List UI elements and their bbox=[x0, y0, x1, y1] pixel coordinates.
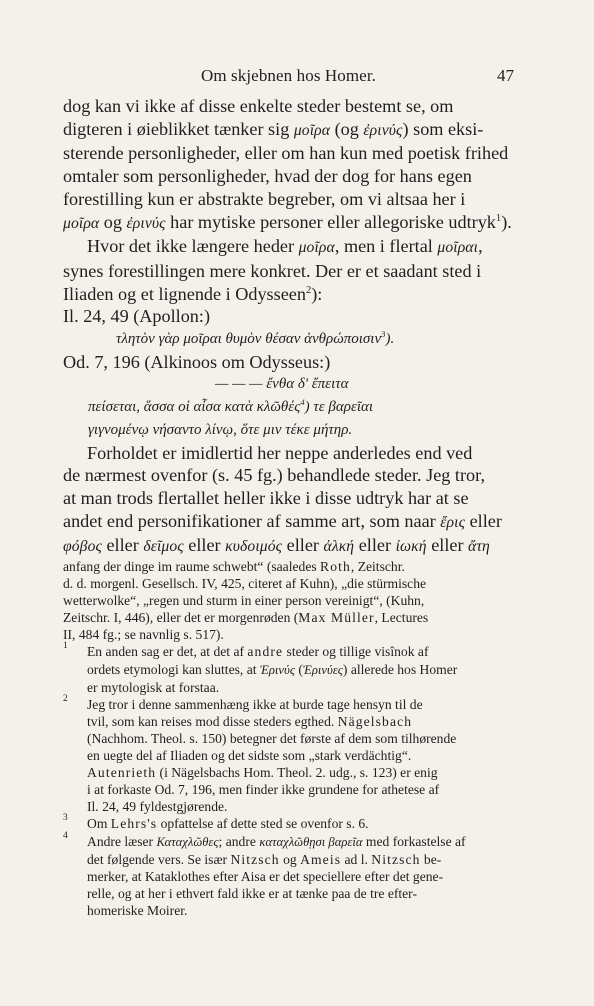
running-title: Om skjebnen hos Homer. bbox=[200, 66, 376, 85]
footnote-marker: 1 bbox=[63, 641, 68, 652]
footnote-2: 2 Jeg tror i denne sammenhæng ikke at burde tage hensyn til de tvil, som kan reises mod disse steders egthed. Nägelsbach (Nachhom. Theol. s. 150) betegner det første af dem som tilhørende en uegte del af Iliaden og det sidste som „stark verdächtig“. Autenrieth (i Nägelsbachs Hom. Theol. 2. udg., s. 123) er enig i at forkaste Od. 7, 196, men finder ikke grundene for athetese af Il. 24, 49 fyldestgjørende. bbox=[63, 696, 514, 816]
odyssey-quote-line-3: γιγνομένῳ νήσαντο λίνῳ, ὅτε μιν τέκε μήτηρ. bbox=[88, 421, 353, 438]
running-header bbox=[63, 64, 514, 88]
footnote-ref: 4 bbox=[300, 397, 305, 408]
odyssey-quote-line-2: πείσεται, ἅσσα οἱ αἶσα κατὰ κλῶθές$^4$) τε βαρεῖαι bbox=[88, 397, 374, 416]
iliad-quote: τλητὸν γὰρ μοῖραι θυμὸν θέσαν ἀνθρώποισιν$^3$). bbox=[116, 329, 395, 348]
odyssey-reference: Od. 7, 196 (Alkinoos om Odysseus:) bbox=[63, 351, 331, 372]
greek-term: δεῖμος bbox=[143, 538, 184, 556]
greek-term: μοῖρα bbox=[298, 239, 335, 257]
footnote-1: 1 En anden sag er det, at det af andre steder og tillige visînok af ordets etymologi kan sluttes, at Ἐρινύς (Ἐρινύες) allerede hos Homer er mytologisk at forstaa. bbox=[63, 643, 514, 695]
footnote-3: 3 Om Lehrs's opfattelse af dette sted se ovenfor s. 6. bbox=[63, 815, 514, 832]
paragraph-1: dog kan vi ikke af disse enkelte steder bestemt se, om digteren i øieblikket tænker sig μοῖρα (og ἐρινύς) som eksi- sterende personligheder, eller om han kun med poetisk frihed omtaler som personligheder, hvad der dog for hans egen forestilling kun er abstrakte begreber, om vi altsaa her i μοῖρα og ἐρινύς har mytiske personer eller allegoriske udtryk$^1$). bbox=[63, 96, 512, 232]
footnote-marker: 4 bbox=[63, 830, 68, 841]
greek-term: ἀλκή bbox=[323, 538, 355, 556]
footnote-marker: 2 bbox=[63, 693, 68, 704]
footnotes bbox=[63, 558, 514, 919]
main-text bbox=[63, 95, 514, 559]
greek-term: μοῖρα bbox=[63, 214, 100, 232]
paragraph-2: Hvor det ikke længere heder μοῖρα, men i flertal μοῖραι, synes forestillingen mere konkret. Der er et saadant sted i Iliaden og et lignende i Odysseen$^2$): bbox=[63, 236, 483, 304]
greek-term: ἄτη bbox=[468, 538, 490, 556]
footnote-ref: 1 bbox=[495, 212, 502, 224]
greek-term: ἰωκή bbox=[395, 538, 427, 556]
greek-term: ἔρις bbox=[440, 513, 466, 531]
page-number: 47 bbox=[497, 66, 514, 85]
footnote-ref: 2 bbox=[305, 284, 312, 296]
iliad-reference: Il. 24, 49 (Apollon:) bbox=[63, 306, 211, 327]
footnote-ref: 3 bbox=[381, 329, 386, 340]
footnote-marker: 3 bbox=[63, 813, 68, 824]
footnote-4: 4 Andre læser Καταχλῶθες; andre καταχλῶθῃσι βαρεῖα med forkastelse af det følgende vers. Se især Nitzsch og Ameis ad l. Nitzsch be- merker, at Kataklothes efter Aisa er det speciellere efter det gene- relle, og at her i ethvert fald ikke er at tænke paa de tre efter- homeriske Moirer. bbox=[63, 833, 514, 919]
greek-term: μοῖρα bbox=[293, 121, 331, 139]
greek-term: ἐρινύς bbox=[363, 121, 403, 139]
greek-term: φόβος bbox=[63, 538, 102, 556]
greek-term: μοῖραι bbox=[437, 239, 479, 257]
footnote-continuation: anfang der dinge im raume schwebt“ (saaledes Roth, Zeitschr. d. d. morgenl. Gesellsch. IV, 425, citeret af Kuhn), „die stürmische wetterwolke“, „regen und sturm in einer person vereinigt“, (Kuhn, Zeitschr. I, 446), eller det er morgenrøden (Max Müller, Lectures II, 484 fg.; se navnlig s. 517). bbox=[63, 559, 429, 643]
paragraph-3: Forholdet er imidlertid her neppe anderledes end ved de nærmest ovenfor (s. 45 fg.) behandlede steder. Jeg tror, at man trods flertallet heller ikke i disse udtryk har at se andet end personifikationer af samme art, som naar ἔρις eller φόβος eller δεῖμος eller κυδοιμός eller ἀλκή eller ἰωκή eller ἄτη bbox=[63, 442, 502, 556]
greek-term: κυδοιμός bbox=[225, 538, 283, 556]
greek-term: ἐρινύς bbox=[126, 214, 166, 232]
odyssey-quote-line-1: — — — ἔνθα δ' ἔπειτα bbox=[215, 376, 349, 393]
